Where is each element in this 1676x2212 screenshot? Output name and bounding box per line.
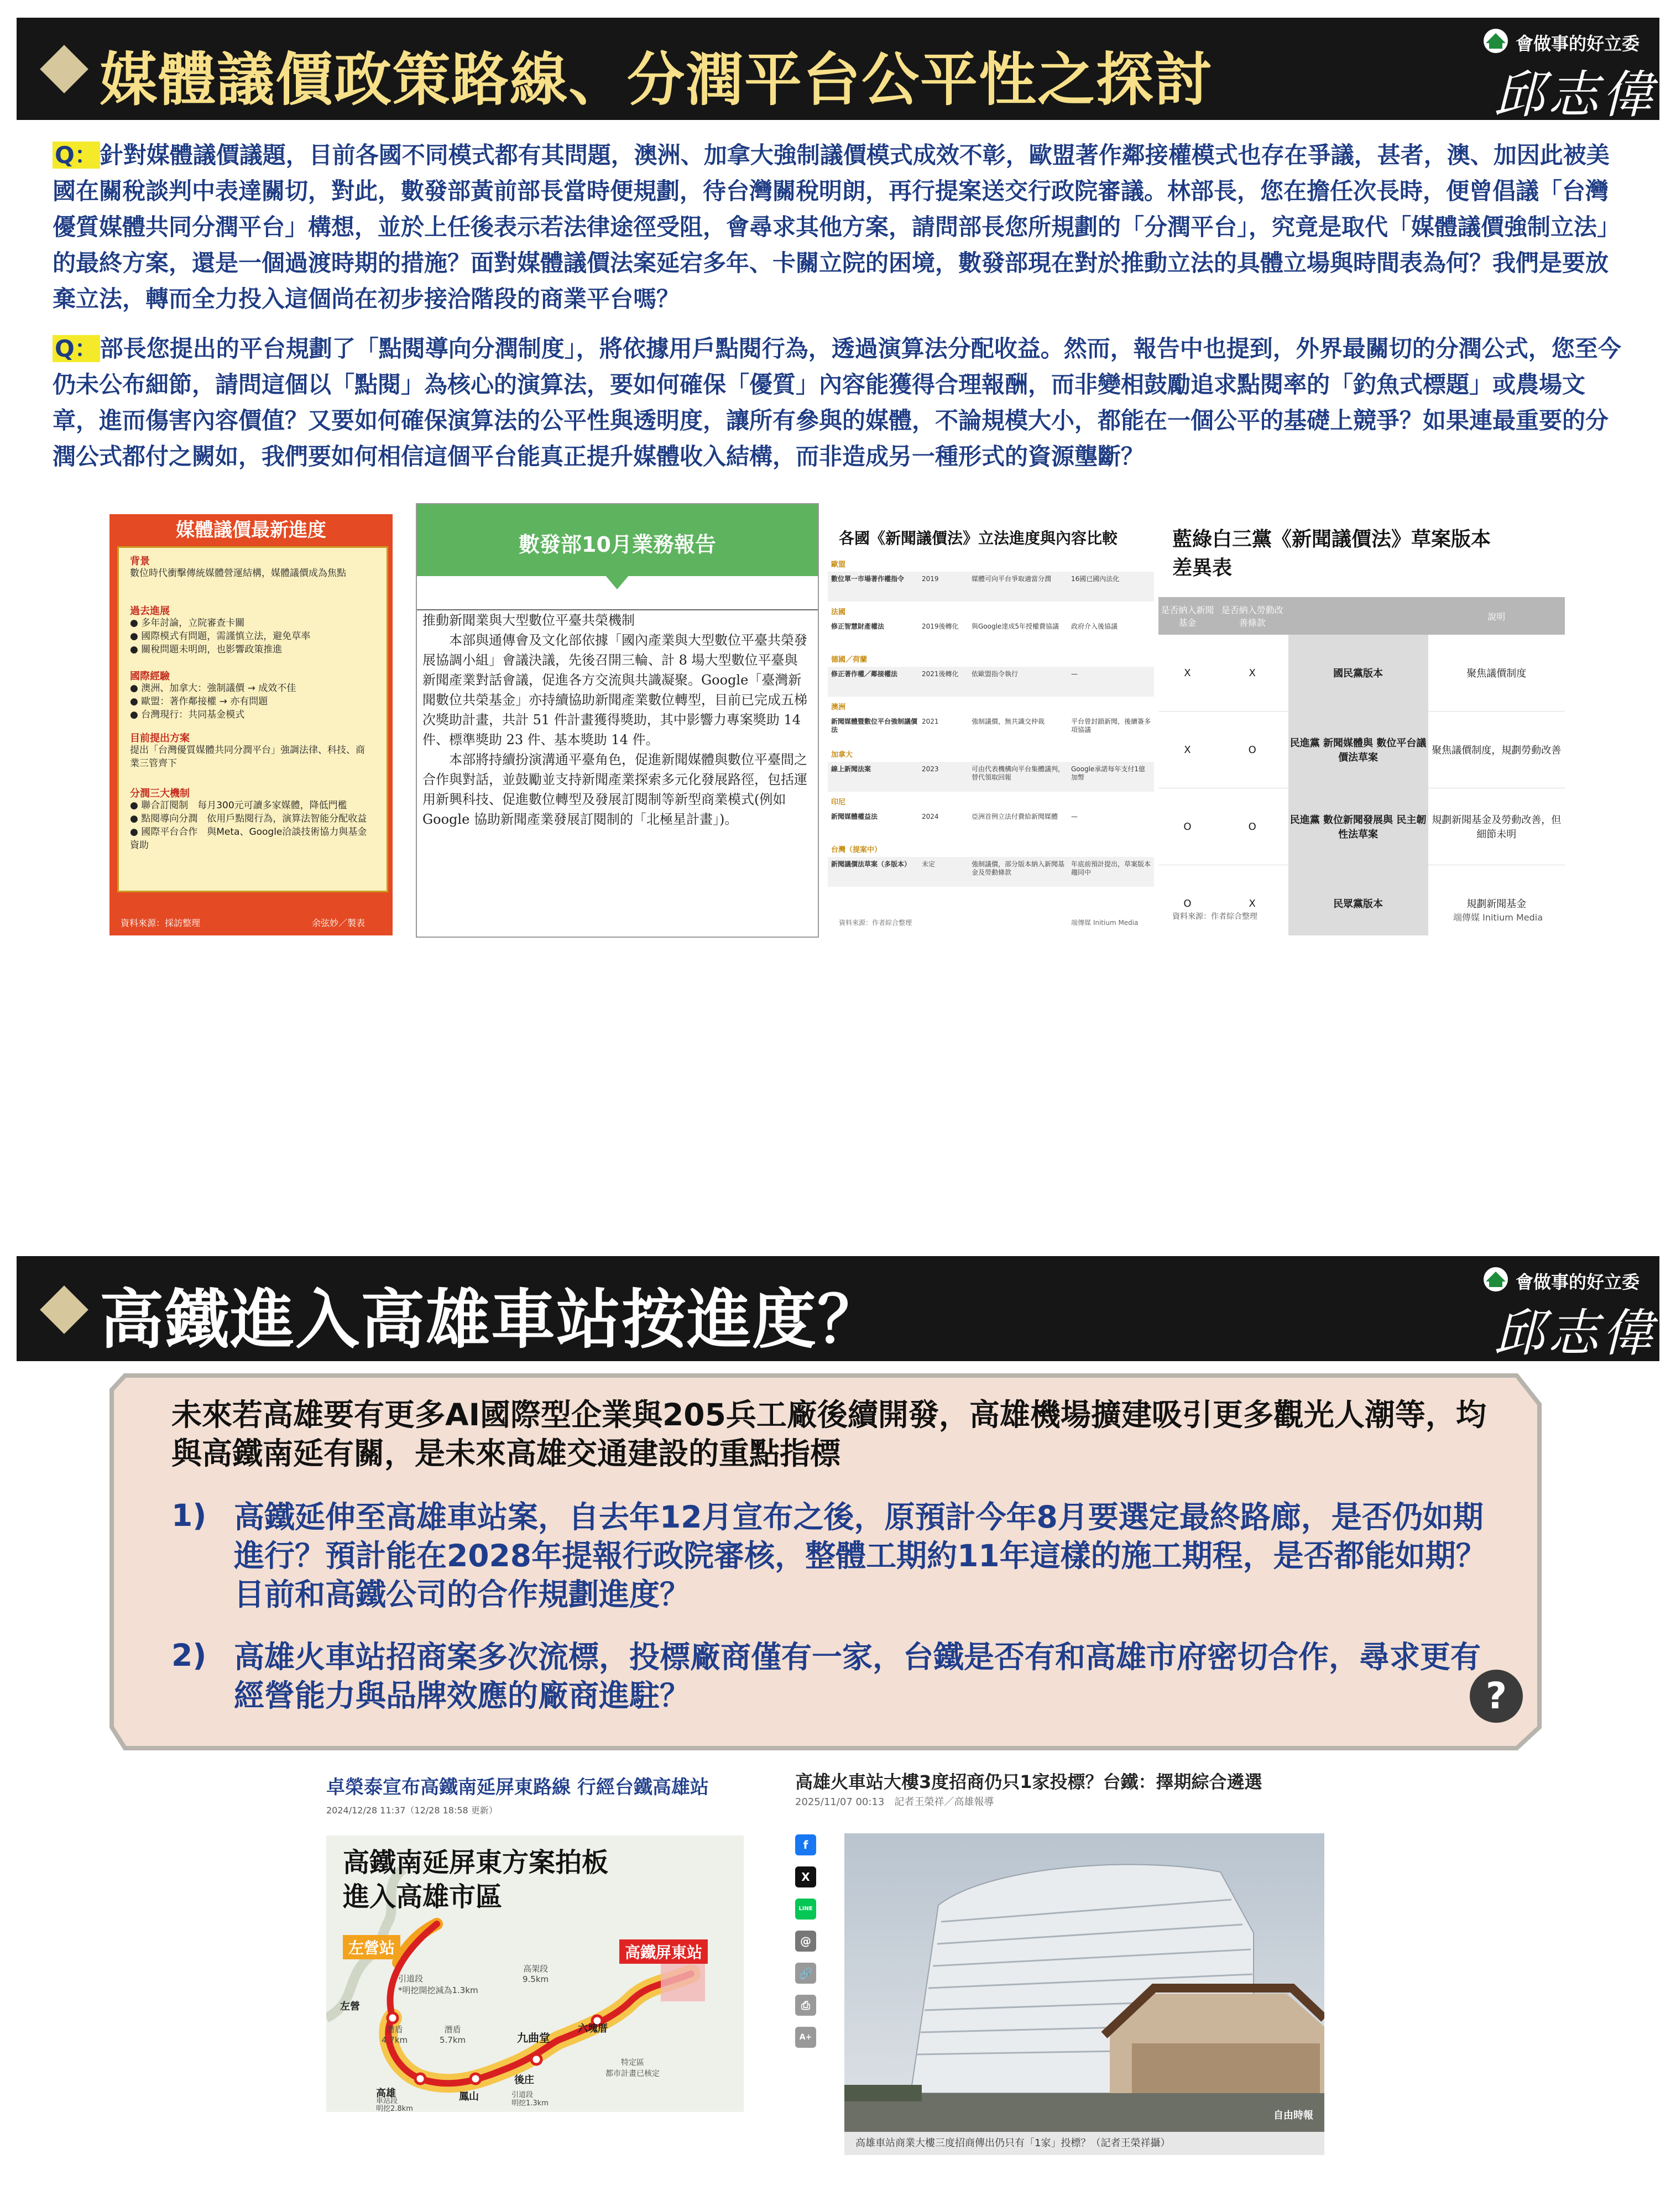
table-row [1158, 712, 1565, 788]
cell: 新聞議價法草案（多版本） [831, 860, 911, 868]
zuoying-station-label: 左營站 [343, 1935, 400, 1959]
cell: 民眾黨版本 [1288, 865, 1428, 936]
header-notch [605, 575, 629, 589]
map-label: 特定區 都市計畫已核定 [605, 2058, 660, 2078]
region-header: 德國／荷蘭 [831, 656, 868, 664]
cell: 可由代表機構向平台集體議判，替代領取回報 [972, 765, 1065, 781]
col-header: 是否納入勞動改善條款 [1216, 597, 1288, 635]
cell: X [1216, 635, 1288, 712]
cell: 強制議價，部分版本納入新聞基金及勞動條款 [972, 860, 1065, 876]
panel4-logo: 端傳媒 Initium Media [1453, 912, 1543, 923]
table-row [1158, 865, 1565, 936]
cell: 民進黨 數位新聞發展與 民主韌性法草案 [1288, 788, 1428, 865]
hsr-route-map [326, 1836, 744, 2112]
panel4-source: 資料來源：作者綜合整理 [1172, 912, 1257, 921]
cell: 線上新聞法案 [831, 765, 871, 773]
map-label: 車站段 明挖2.8km [376, 2097, 413, 2112]
cell: 政府介入後協議 [1071, 623, 1118, 630]
photo-watermark: 自由時報 [1273, 2110, 1313, 2121]
cell: 2021後轉化 [922, 670, 959, 678]
cell: X [1158, 635, 1216, 712]
cell: 平台曾封鎖新聞，後續簽多項協議 [1071, 718, 1151, 734]
panel1-sec-head: 國際經驗 [130, 671, 170, 682]
news2-headline: 高雄火車站大樓3度招商仍只1家投標？台鐵：擇期綜合遴選 [795, 1771, 1262, 1792]
intro-text: 未來若高雄要有更多AI國際型企業與205兵工廠後續開發，高雄機場擴建吸引更多觀光人潮等，均與高鐵南延有關，是未來高雄交通建設的重點指標 [171, 1397, 1486, 1471]
brand-name: 邱志偉 [1494, 65, 1657, 124]
cell: 與Google達成5年授權費協議 [972, 623, 1059, 630]
news1-date: 2024/12/28 11:37（12/28 18:58 更新） [326, 1805, 498, 1816]
cell: 民進黨 新聞媒體與 數位平台議價法草案 [1288, 712, 1428, 788]
photo-caption: 高雄車站商業大樓三度招商傳出仍只有「1家」投標？（記者王榮祥攝） [844, 2132, 1324, 2155]
table-row [828, 572, 1154, 602]
dpp-logo-icon [1482, 1266, 1509, 1293]
cell: 新聞媒體權益法 [831, 813, 878, 820]
col-header [1288, 597, 1428, 635]
station-building-illustration [844, 1833, 1324, 2132]
panel2-doc-text: 推動新聞業與大型數位平臺共榮機制 本部與通傳會及文化部依據「國內產業與大型數位平臺共榮發展協調小組」會議決議，先後召開三輪、計 8 場大型數位平臺與新聞產業對話會議，促進各方交流與共識凝聚。Google「臺灣新聞數位共榮基金」亦持續協助新聞產業數位轉型，目前已完成五梯次獎助計畫，共計 51 件計畫獲得獎助，其中影響力專案獎助 14 件、標準獎助 23 件、基本獎助 14 件。 本部將持續扮演溝通平臺角色，促進新聞媒體與數位平臺間之合作與對話，並鼓勵並支持新聞產業探索多元化發展路徑，包括運用新興科技、促進數位轉型及發展訂閱制等新型商業模式(例如 Google 協助新聞產業發展訂閱制的「北極星計畫」)。 [422, 613, 807, 827]
panel4-title: 藍綠白三黨《新聞議價法》草案版本差異表 [1172, 528, 1491, 579]
kaohsiung-hsr-question-box [109, 1373, 1542, 1750]
cell: 強制議價，無共識交仲裁 [972, 718, 1045, 725]
cell: X [1216, 865, 1288, 936]
diamond-icon [40, 45, 88, 93]
panel1-title: 媒體議價最新進度 [176, 519, 326, 541]
section1-title: 媒體議價政策路線、分潤平台公平性之探討 [100, 46, 1214, 113]
panel1-author: 余弦妙／製表 [311, 918, 365, 928]
map-label: 潛盾 4.7km [382, 2025, 408, 2045]
map-title: 高鐵南延屏東方案拍板 進入高雄市區 [343, 1847, 609, 1912]
cell: X [1158, 712, 1216, 788]
cell: O [1216, 788, 1288, 865]
cell: 2024 [922, 813, 939, 820]
cell: 2019後轉化 [922, 623, 959, 630]
item-number: 1) [171, 1498, 207, 1533]
panel1-sec-body: ● 聯合訂閱制 每月300元可讀多家媒體，降低門檻 ● 點閱導向分潤 依用戶點閱行為，演算法智能分配收益 ● 國際平台合作 與Meta、Google洽談技術協力與基金資助 [130, 800, 367, 851]
map-label: 引道段 明挖1.3km [511, 2091, 549, 2108]
law-comparison-panel [828, 514, 1154, 935]
link-icon[interactable]: 🔗 [795, 1963, 816, 1984]
party-draft-comparison-panel [1158, 514, 1565, 935]
panel1-sec-head: 過去進展 [130, 605, 170, 617]
cell: 16國已國內法化 [1071, 575, 1120, 583]
q-label: Q： [53, 335, 100, 362]
cell: 新聞媒體暨數位平台強制議價法 [831, 718, 918, 734]
cell: 依歐盟指令執行 [972, 670, 1019, 678]
cell: O [1158, 788, 1216, 865]
cell: 修正智慧財產權法 [831, 623, 885, 630]
section2-title: 高鐵進入高雄車站按進度？ [100, 1283, 883, 1357]
cell: 規劃新聞基金及勞動改善，但細節未明 [1428, 788, 1565, 865]
region-header: 法國 [831, 608, 846, 616]
cell: 2019 [922, 575, 939, 583]
brand-logo [1482, 1266, 1657, 1363]
map-label: 高雄 [376, 2088, 396, 2099]
panel1-box [117, 546, 388, 892]
question-1 [53, 137, 1628, 317]
panel1-sec-head: 分潤三大機制 [130, 788, 190, 799]
cell: 規劃新聞基金 [1428, 865, 1565, 936]
cell: — [1071, 813, 1078, 820]
cell: 2021 [922, 718, 939, 725]
map-label: 高架段 9.5km [523, 1964, 549, 1984]
item-text: 高鐵延伸至高雄車站案，自去年12月宣布之後，原預計今年8月要選定最終路廊，是否仍如期進行？預計能在2028年提報行政院審核，整體工期約11年這樣的施工期程，是否都能如期？目前和高鐵公司的合作規劃進度？ [234, 1499, 1486, 1612]
region-header: 歐盟 [831, 561, 846, 569]
cell: 未定 [922, 860, 936, 868]
table-row [1158, 635, 1565, 712]
map-label: 鳳山 [459, 2091, 479, 2103]
panel2-title: 數發部10月業務報告 [519, 532, 716, 557]
col-header: 是否納入新聞基金 [1158, 597, 1216, 635]
cell: 數位單一市場著作權指令 [831, 575, 905, 583]
kaohsiung-station-photo [844, 1833, 1324, 2132]
pingtung-station-label: 高鐵屏東站 [619, 1939, 708, 1964]
question-2 [53, 331, 1628, 474]
map-label: 六塊厝 [578, 2023, 608, 2035]
q-label: Q： [53, 142, 100, 169]
table-row [828, 762, 1154, 792]
diamond-icon [40, 1285, 88, 1334]
table-row [1158, 788, 1565, 865]
table-row [828, 619, 1154, 649]
brand-name: 邱志偉 [1494, 1304, 1657, 1363]
map-label: 潛盾 5.7km [440, 2025, 466, 2045]
map-label: 引道段 *明挖開挖減為1.3km [398, 1974, 478, 1995]
cell: 2023 [922, 765, 939, 773]
facebook-icon[interactable]: f [795, 1834, 816, 1855]
item-number: 2) [171, 1638, 207, 1673]
question-2-text: 部長您提出的平台規劃了「點閱導向分潤制度」，將依據用戶點閱行為，透過演算法分配收益。然而，報告中也提到，外界最關切的分潤公式，您至今仍未公布細節，請問這個以「點閱」為核心的演算法，要如何確保「優質」內容能獲得合理報酬，而非變相鼓勵追求點閱率的「釣魚式標題」或農場文章，進而傷害內容價值？又要如何確保演算法的公平性與透明度，讓所有參與的媒體，不論規模大小，都能在一個公平的基礎上競爭？如果連最重要的分潤公式都付之闕如，我們要如何相信這個平台能真正提升媒體收入結構，而非造成另一種形式的資源壟斷？ [53, 335, 1621, 470]
print-icon[interactable]: ⎙ [795, 1995, 816, 2016]
table-row [828, 809, 1154, 839]
section1-title-bar [17, 18, 1659, 124]
panel1-sec-body: ● 多年討論，立院審查卡關 ● 國際模式有問題，需謹慎立法，避免草率 ● 關稅問題未明朗，也影響政策推進 [130, 618, 311, 655]
panel1-sec-head: 背景 [130, 556, 150, 567]
line-icon[interactable]: LINE [795, 1899, 816, 1920]
region-header: 台灣（提案中） [831, 846, 882, 854]
panel1-sec-body: 提出「台灣優質媒體共同分潤平台」強調法律、科技、商業三管齊下 [130, 745, 365, 769]
moda-report-panel [416, 503, 819, 938]
cell: 聚焦議價制度 [1428, 635, 1565, 712]
table-row [828, 667, 1154, 697]
section2-title-bar [17, 1256, 1659, 1361]
table-row [828, 857, 1154, 887]
brand-slogan: 會做事的好立委 [1516, 1272, 1640, 1293]
panel4-table [1158, 597, 1565, 935]
cell: 亞洲首例立法付費給新聞媒體 [972, 813, 1058, 820]
cell: O [1158, 865, 1216, 936]
panel3-source: 資料來源：作者綜合整理 [839, 919, 912, 927]
cell: — [1071, 670, 1078, 678]
cell: 國民黨版本 [1288, 635, 1428, 712]
question-mark-icon: ? [1470, 1670, 1523, 1723]
brand-logo [1482, 28, 1657, 124]
cell: 媒體可向平台爭取適當分潤 [972, 575, 1052, 583]
brand-slogan: 會做事的好立委 [1516, 33, 1640, 54]
table-row [828, 714, 1154, 744]
map-label: 九曲堂 [517, 2031, 550, 2044]
news2-date: 2025/11/07 00:13 記者王榮祥／高雄報導 [795, 1796, 994, 1808]
cell: 聚焦議價制度，規劃勞動改善 [1428, 712, 1565, 788]
cell: Google承諾每年支付1億加幣 [1071, 765, 1145, 781]
share-toolbar [795, 1834, 818, 2059]
col-header: 說明 [1428, 597, 1565, 635]
font-size-icon[interactable]: A+ [795, 2027, 816, 2048]
region-header: 印尼 [831, 798, 846, 807]
cell: 年底前預計提出，草案版本趨同中 [1071, 860, 1151, 876]
map-label: 左營 [340, 2001, 360, 2012]
media-bargaining-progress-panel [109, 514, 393, 935]
panel3-logo: 端傳媒 Initium Media [1071, 919, 1139, 927]
region-header: 加拿大 [831, 751, 853, 759]
panel1-sec-body: ● 澳洲、加拿大：強制議價 → 成效不佳 ● 歐盟：著作鄰接權 → 亦有問題 ● 台灣現行：共同基金模式 [130, 683, 296, 720]
panel1-sec-body: 數位時代衝擊傳統媒體營運結構，媒體議價成為焦點 [130, 568, 346, 579]
x-icon[interactable]: X [795, 1866, 816, 1887]
dpp-logo-icon [1482, 28, 1509, 54]
region-header: 澳洲 [831, 703, 846, 712]
map-label: 後庄 [514, 2074, 534, 2086]
threads-icon[interactable]: @ [795, 1931, 816, 1952]
item-text: 高雄火車站招商案多次流標，投標廠商僅有一家，台鐵是否有和高雄市府密切合作，尋求更有經營能力與品牌效應的廠商進駐？ [234, 1639, 1481, 1713]
panel1-source: 資料來源：採訪整理 [121, 918, 201, 928]
question-1-text: 針對媒體議價議題，目前各國不同模式都有其問題，澳洲、加拿大強制議價模式成效不彰，歐盟著作鄰接權模式也存在爭議，甚者，澳、加因此被美國在關稅談判中表達關切，對此，數發部黃前部長當時便規劃，待台灣關稅明朗，再行提案送交行政院審議。林部長，您在擔任次長時，便曾倡議「台灣優質媒體共同分潤平台」構想，並於上任後表示若法律途徑受阻，會尋求其他方案，請問部長您所規劃的「分潤平台」，究竟是取代「媒體議價強制立法」的最終方案，還是一個過渡時期的措施？面對媒體議價法案延宕多年、卡關立院的困境，數發部現在對於推動立法的具體立場與時間表為何？我們是要放棄立法，轉而全力投入這個尚在初步接洽階段的商業平台嗎？ [53, 142, 1621, 312]
news1-headline: 卓榮泰宣布高鐵南延屏東路線 行經台鐵高雄站 [326, 1776, 709, 1798]
panel1-sec-head: 目前提出方案 [130, 733, 190, 744]
cell: O [1216, 712, 1288, 788]
cell: 修正著作權／鄰接權法 [831, 670, 898, 678]
panel2-doc [417, 609, 818, 938]
panel3-title: 各國《新聞議價法》立法進度與內容比較 [839, 529, 1118, 547]
